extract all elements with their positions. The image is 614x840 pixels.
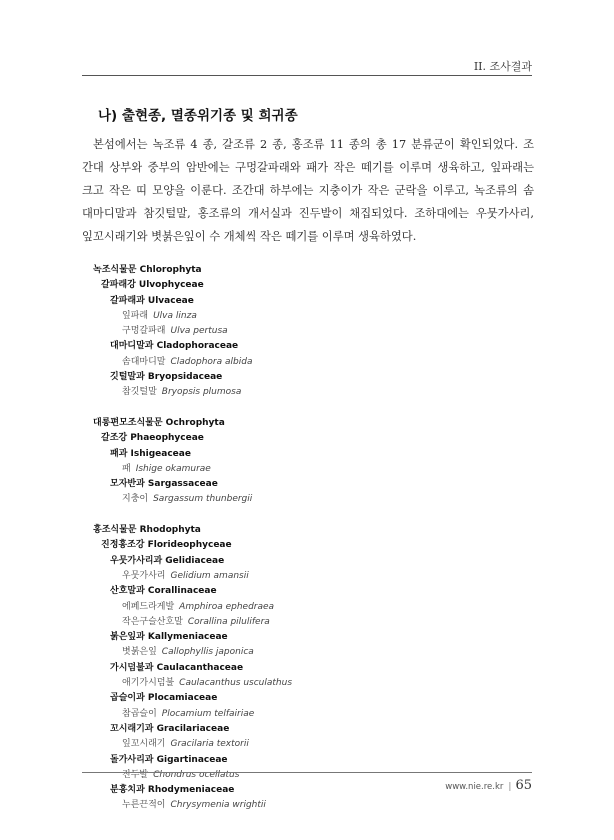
species-korean-name: 참깃털말 bbox=[122, 387, 157, 398]
species-item bbox=[93, 645, 292, 660]
family-label: 모자반과 Sargassaceae bbox=[110, 479, 218, 490]
species-item bbox=[93, 798, 292, 813]
taxonomy-list bbox=[93, 263, 292, 814]
body-paragraph bbox=[82, 133, 534, 248]
family-label: 돌가사리과 Gigartinaceae bbox=[110, 754, 228, 765]
family-label: 패과 Ishigeaceae bbox=[110, 448, 191, 459]
species-item bbox=[93, 385, 292, 400]
header-divider bbox=[82, 75, 532, 76]
footer-separator: | bbox=[508, 782, 512, 792]
footer-divider bbox=[82, 772, 532, 773]
family-label: 가시덤불과 Caulacanthaceae bbox=[110, 662, 244, 673]
species-korean-name: 에페드라게발 bbox=[122, 601, 175, 612]
species-korean-name: 지충이 bbox=[122, 494, 149, 505]
page-number: 65 bbox=[515, 778, 532, 793]
species-scientific-name: Sargassum thunbergii bbox=[153, 494, 253, 505]
species-scientific-name: Callophyllis japonica bbox=[161, 647, 254, 658]
taxon-group bbox=[93, 523, 292, 814]
page-footer bbox=[445, 778, 532, 793]
species-korean-name: 우뭇가사리 bbox=[122, 570, 166, 581]
family-label: 우뭇가사리과 Gelidiaceae bbox=[110, 555, 225, 566]
class-label: 갈파래강 Ulvophyceae bbox=[101, 280, 204, 291]
family-label: 분홍치과 Rhodymeniaceae bbox=[110, 785, 235, 796]
species-korean-name: 진두발 bbox=[122, 769, 149, 780]
phylum-label: 대롱편모조식물문 Ochrophyta bbox=[93, 417, 225, 428]
species-korean-name: 솜대마디말 bbox=[122, 356, 166, 367]
species-korean-name: 작은구슬산호말 bbox=[122, 616, 183, 627]
species-item bbox=[93, 707, 292, 722]
phylum-label: 녹조식물문 Chlorophyta bbox=[93, 265, 202, 275]
phylum-label: 홍조식물문 Rhodophyta bbox=[93, 525, 201, 536]
species-korean-name: 잎파래 bbox=[122, 310, 149, 321]
species-korean-name: 애기가시덤불 bbox=[122, 678, 175, 689]
species-scientific-name: Chondrus ocellatus bbox=[153, 769, 240, 780]
species-item bbox=[93, 324, 292, 339]
species-korean-name: 구멍갈파래 bbox=[122, 326, 166, 337]
species-scientific-name: Gelidium amansii bbox=[170, 570, 249, 581]
species-korean-name: 참곱슬이 bbox=[122, 708, 157, 719]
family-label: 깃털말과 Bryopsidaceae bbox=[110, 372, 223, 383]
family-label: 대마디말과 Cladophoraceae bbox=[110, 341, 239, 352]
species-korean-name: 누른끈적이 bbox=[122, 800, 166, 811]
family-label: 꼬시래기과 Gracilariaceae bbox=[110, 723, 230, 734]
species-item bbox=[93, 768, 292, 783]
paragraph-line: 크고 작은 띠 모양을 이룬다. 조간대 하부에는 지충이가 작은 군락을 이루고, 녹조류의 솜 bbox=[82, 184, 534, 197]
family-label: 산호말과 Corallinaceae bbox=[110, 586, 217, 597]
paragraph-line: 본섬에서는 녹조류 4 종, 갈조류 2 종, 홍조류 11 종의 총 17 분류군이 확인되었다. 조 bbox=[93, 138, 534, 151]
species-item bbox=[93, 737, 292, 752]
species-scientific-name: Ulva linza bbox=[153, 310, 197, 321]
species-scientific-name: Bryopsis plumosa bbox=[161, 387, 242, 398]
species-item bbox=[93, 569, 292, 584]
paragraph-line: 간대 상부와 중부의 암반에는 구멍갈파래와 패가 작은 떼기를 이루며 생육하고, 잎파래는 bbox=[82, 161, 534, 174]
species-item bbox=[93, 492, 292, 507]
species-scientific-name: Caulacanthus usculathus bbox=[179, 678, 293, 689]
section-title: 나) 출현종, 멸종위기종 및 희귀종 bbox=[98, 108, 298, 124]
species-scientific-name: Gracilaria textorii bbox=[170, 739, 249, 750]
class-label: 진정홍조강 Florideophyceae bbox=[101, 540, 232, 551]
species-korean-name: 잎꼬시래기 bbox=[122, 739, 166, 750]
species-scientific-name: Corallina pilulifera bbox=[187, 616, 270, 627]
chapter-label: II. 조사결과 bbox=[473, 60, 532, 73]
species-item bbox=[93, 615, 292, 630]
species-scientific-name: Ishige okamurae bbox=[135, 463, 211, 474]
paragraph-line: 대마디말과 참깃털말, 홍조류의 개서실과 진두발이 채집되었다. 조하대에는 우뭇가사리, bbox=[82, 207, 534, 220]
family-label: 붉은잎과 Kallymeniaceae bbox=[110, 632, 228, 643]
species-scientific-name: Ulva pertusa bbox=[170, 326, 228, 337]
species-scientific-name: Plocamium telfairiae bbox=[161, 708, 255, 719]
species-korean-name: 볏붉은잎 bbox=[122, 647, 157, 658]
footer-url: www.nie.re.kr bbox=[445, 782, 504, 792]
species-scientific-name: Chrysymenia wrightii bbox=[170, 800, 266, 811]
taxon-group bbox=[93, 263, 292, 401]
species-item bbox=[93, 600, 292, 615]
family-label: 곱슬이과 Plocamiaceae bbox=[110, 693, 218, 704]
paragraph-line: 잎꼬시래기와 볏붉은잎이 수 개체씩 작은 떼기를 이루며 생육하였다. bbox=[82, 230, 417, 243]
species-item bbox=[93, 462, 292, 477]
taxon-group bbox=[93, 416, 292, 508]
family-label: 갈파래과 Ulvaceae bbox=[110, 295, 194, 306]
species-item bbox=[93, 309, 292, 324]
class-label: 갈조강 Phaeophyceae bbox=[101, 433, 204, 444]
species-scientific-name: Amphiroa ephedraea bbox=[179, 601, 275, 612]
species-scientific-name: Cladophora albida bbox=[170, 356, 253, 367]
species-item bbox=[93, 676, 292, 691]
species-item bbox=[93, 355, 292, 370]
species-korean-name: 패 bbox=[122, 463, 131, 474]
